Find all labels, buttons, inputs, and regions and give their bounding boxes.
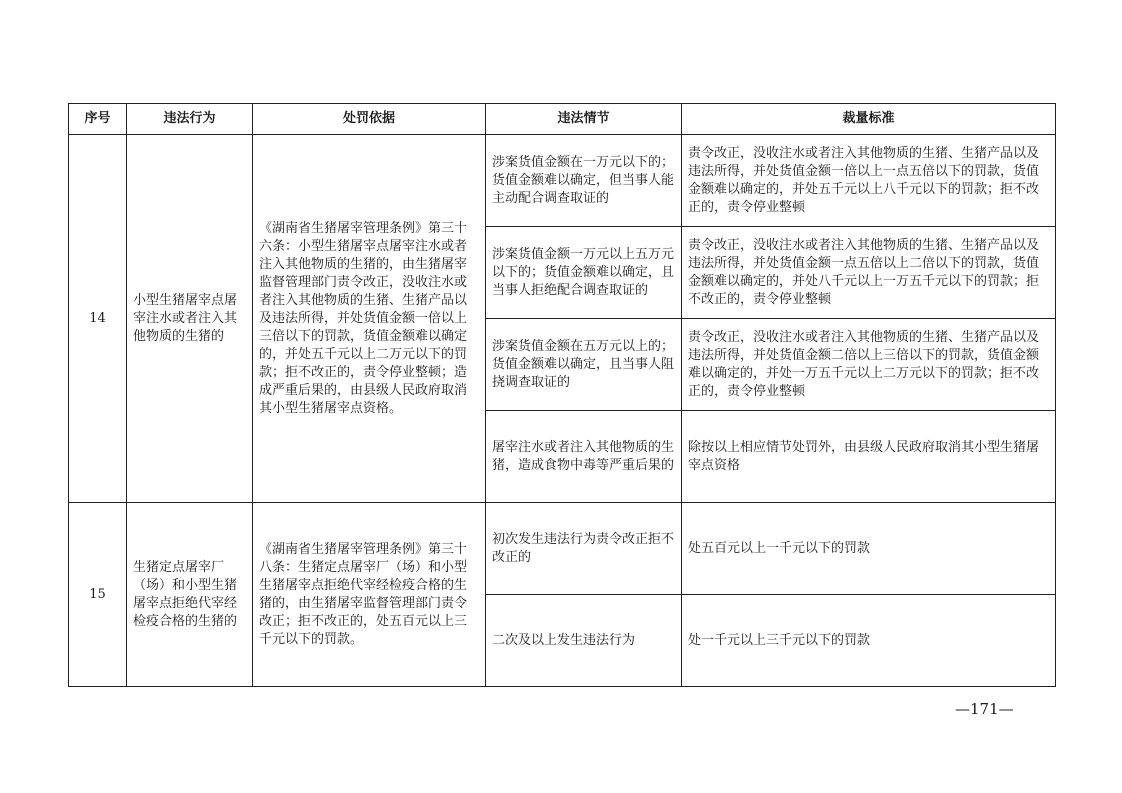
header-act: 违法行为 [127, 104, 253, 135]
violation-act: 小型生猪屠宰点屠宰注水或者注入其他物质的生猪的 [127, 135, 253, 503]
standard-cell: 责令改正，没收注水或者注入其他物质的生猪、生猪产品以及违法所得，并处货值金额二倍以上三倍以下的罚款，货值金额难以确定的，并处一万五千元以上二万元以下的罚款；拒不改正的，责令停业整顿 [682, 319, 1056, 411]
circumstance-cell: 初次发生违法行为责令改正拒不改正的 [486, 503, 682, 595]
standard-cell: 责令改正，没收注水或者注入其他物质的生猪、生猪产品以及违法所得，并处货值金额一点五倍以上二倍以下的罚款，货值金额难以确定的，并处八千元以上一万五千元以下的罚款；拒不改正的，责令停业整顿 [682, 227, 1056, 319]
table-row [69, 503, 1056, 595]
table-row [69, 135, 1056, 227]
row-number: 15 [69, 503, 127, 687]
penalty-basis: 《湖南省生猪屠宰管理条例》第三十八条：生猪定点屠宰厂（场）和小型生猪屠宰点拒绝代宰经检疫合格的生猪的，由生猪屠宰监督管理部门责令改正；拒不改正的，处五百元以上三千元以下的罚款。 [253, 503, 486, 687]
header-basis: 处罚依据 [253, 104, 486, 135]
circumstance-cell: 涉案货值金额在五万元以上的；货值金额难以确定，且当事人阻挠调查取证的 [486, 319, 682, 411]
penalty-basis: 《湖南省生猪屠宰管理条例》第三十六条：小型生猪屠宰点屠宰注水或者注入其他物质的生猪的，由生猪屠宰监督管理部门责令改正，没收注水或者注入其他物质的生猪、生猪产品以及违法所得，并处货值金额一倍以上三倍以下的罚款，货值金额难以确定的，并处五千元以上二万元以下的罚款；拒不改正的，责令停业整顿；造成严重后果的，由县级人民政府取消其小型生猪屠宰点资格。 [253, 135, 486, 503]
circumstance-cell: 涉案货值金额一万元以上五万元以下的；货值金额难以确定，且当事人拒绝配合调查取证的 [486, 227, 682, 319]
row-number: 14 [69, 135, 127, 503]
circumstance-cell: 涉案货值金额在一万元以下的；货值金额难以确定，但当事人能主动配合调查取证的 [486, 135, 682, 227]
header-no: 序号 [69, 104, 127, 135]
violation-act: 生猪定点屠宰厂（场）和小型生猪屠宰点拒绝代宰经检疫合格的生猪的 [127, 503, 253, 687]
penalty-table [68, 103, 1056, 687]
standard-cell: 处一千元以上三千元以下的罚款 [682, 595, 1056, 687]
header-circumstance: 违法情节 [486, 104, 682, 135]
circumstance-cell: 二次及以上发生违法行为 [486, 595, 682, 687]
header-standard: 裁量标准 [682, 104, 1056, 135]
standard-cell: 责令改正，没收注水或者注入其他物质的生猪、生猪产品以及违法所得，并处货值金额一倍以上一点五倍以下的罚款，货值金额难以确定的，并处五千元以上八千元以下的罚款；拒不改正的，责令停业整顿 [682, 135, 1056, 227]
standard-cell: 处五百元以上一千元以下的罚款 [682, 503, 1056, 595]
standard-cell: 除按以上相应情节处罚外，由县级人民政府取消其小型生猪屠宰点资格 [682, 411, 1056, 503]
page-number: —171— [955, 700, 1014, 718]
circumstance-cell: 屠宰注水或者注入其他物质的生猪，造成食物中毒等严重后果的 [486, 411, 682, 503]
table-header-row [69, 104, 1056, 135]
